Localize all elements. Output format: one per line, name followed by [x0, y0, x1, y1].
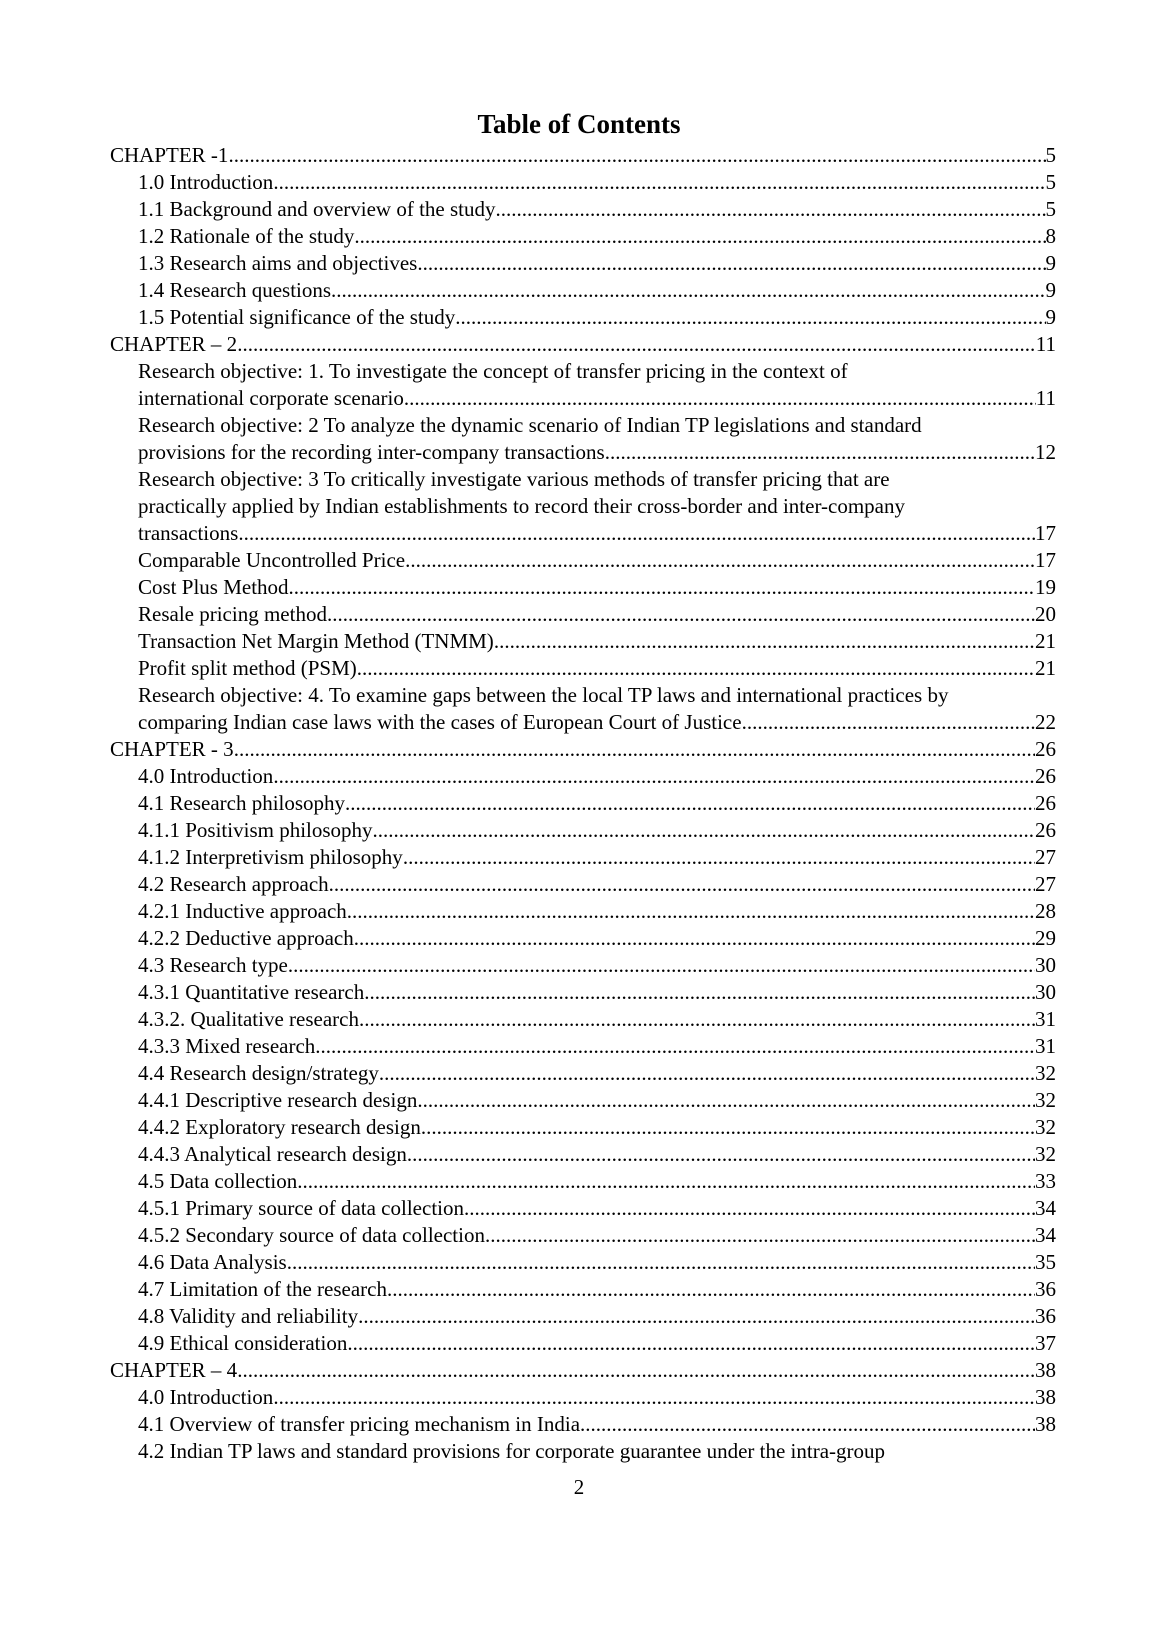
toc-entry-page: 9 — [1045, 251, 1056, 275]
toc-entry-page: 26 — [1035, 818, 1056, 842]
toc-entry[interactable] — [110, 1249, 1056, 1276]
dot-leader — [485, 1222, 1035, 1249]
toc-entry-chapter-2[interactable] — [110, 331, 1056, 358]
dot-leader — [417, 1087, 1035, 1114]
toc-entry-page: 32 — [1035, 1142, 1056, 1166]
dot-leader — [347, 898, 1035, 925]
toc-entry-page: 28 — [1035, 899, 1056, 923]
toc-entry-title: 4.1 Research philosophy — [138, 791, 346, 815]
toc-entry-page: 9 — [1045, 278, 1056, 302]
toc-entry-title: 1.4 Research questions — [138, 278, 332, 302]
toc-entry[interactable] — [110, 1168, 1056, 1195]
toc-entry-page: 5 — [1045, 197, 1056, 221]
toc-entry-title: 4.3.3 Mixed research — [138, 1034, 316, 1058]
toc-entry-title: international corporate scenario — [138, 386, 404, 410]
dot-leader — [379, 1060, 1035, 1087]
dot-leader — [329, 871, 1035, 898]
toc-entry[interactable] — [110, 601, 1056, 628]
dot-leader — [327, 601, 1035, 628]
toc-entry-page: 27 — [1035, 872, 1056, 896]
toc-entry-page: 38 — [1035, 1385, 1056, 1409]
dot-leader — [273, 169, 1045, 196]
toc-entry[interactable] — [110, 304, 1056, 331]
dot-leader — [273, 763, 1035, 790]
toc-entry-chapter-1[interactable] — [110, 142, 1056, 169]
toc-entry-page: 17 — [1035, 521, 1056, 545]
toc-entry-title: comparing Indian case laws with the cases of European Court of Justice — [138, 710, 742, 734]
toc-entry-title: 4.3 Research type — [138, 953, 288, 977]
toc-entry-title: 1.1 Background and overview of the study — [138, 197, 496, 221]
toc-entry-page: 21 — [1035, 656, 1056, 680]
toc-entry-page: 21 — [1035, 629, 1056, 653]
toc-entry[interactable] — [110, 250, 1056, 277]
toc-entry-page: 38 — [1035, 1358, 1056, 1382]
dot-leader — [228, 142, 1045, 169]
toc-entry-page: 17 — [1035, 548, 1056, 572]
dot-leader — [331, 277, 1045, 304]
toc-entry-title: 4.9 Ethical consideration — [138, 1331, 348, 1355]
toc-entry[interactable] — [110, 952, 1056, 979]
toc-entry-page: 34 — [1035, 1223, 1056, 1247]
toc-entry-line[interactable]: Research objective: 2 To analyze the dynamic scenario of Indian TP legislations and standard — [138, 413, 922, 437]
dot-leader — [387, 1276, 1035, 1303]
dot-leader — [273, 1384, 1035, 1411]
toc-entry-page: 26 — [1035, 737, 1056, 761]
toc-entry-line[interactable]: Research objective: 1. To investigate the concept of transfer pricing in the context of — [138, 359, 848, 383]
toc-entry-title: 4.2.2 Deductive approach — [138, 926, 354, 950]
dot-leader — [404, 385, 1036, 412]
dot-leader — [403, 844, 1035, 871]
toc-entry-title: 4.1.2 Interpretivism philosophy — [138, 845, 403, 869]
toc-entry[interactable] — [110, 574, 1056, 601]
toc-entry-title: provisions for the recording inter-company transactions — [138, 440, 605, 464]
dot-leader — [494, 628, 1035, 655]
dot-leader — [345, 790, 1035, 817]
toc-entry[interactable] — [110, 385, 1056, 412]
toc-entry[interactable] — [110, 196, 1056, 223]
toc-entry-title: 4.0 Introduction — [138, 764, 274, 788]
dot-leader — [417, 250, 1045, 277]
toc-entry[interactable] — [110, 763, 1056, 790]
toc-entry-page: 34 — [1035, 1196, 1056, 1220]
dot-leader — [359, 1006, 1035, 1033]
dot-leader — [297, 1168, 1035, 1195]
toc-entry-page: 11 — [1035, 386, 1056, 410]
toc-entry-title: 4.7 Limitation of the research — [138, 1277, 387, 1301]
dot-leader — [237, 331, 1036, 358]
dot-leader — [347, 1330, 1035, 1357]
dot-leader — [605, 439, 1035, 466]
dot-leader — [358, 1303, 1035, 1330]
toc-entry-title: 4.5 Data collection — [138, 1169, 298, 1193]
toc-entry-page: 37 — [1035, 1331, 1056, 1355]
toc-entry-page: 33 — [1035, 1169, 1056, 1193]
dot-leader — [315, 1033, 1035, 1060]
toc-entry-page: 26 — [1035, 791, 1056, 815]
toc-entry-title: 4.4.2 Exploratory research design — [138, 1115, 421, 1139]
dot-leader — [289, 574, 1035, 601]
toc-entry-title: transactions — [138, 521, 239, 545]
toc-entry[interactable] — [110, 439, 1056, 466]
toc-entry[interactable] — [110, 844, 1056, 871]
toc-entry-title: CHAPTER -1 — [110, 143, 229, 167]
toc-entry-title: Comparable Uncontrolled Price — [138, 548, 406, 572]
toc-entry[interactable] — [110, 1195, 1056, 1222]
toc-heading: Table of Contents — [477, 109, 681, 139]
toc-entry-page: 12 — [1035, 440, 1056, 464]
toc-entry-page: 26 — [1035, 764, 1056, 788]
toc-entry-title: CHAPTER – 2 — [110, 332, 238, 356]
toc-entry-chapter-3[interactable] — [110, 736, 1056, 763]
toc-entry[interactable] — [110, 1114, 1056, 1141]
toc-entry-title: 4.5.2 Secondary source of data collection — [138, 1223, 485, 1247]
toc-entry-title: CHAPTER - 3 — [110, 737, 234, 761]
toc-entry-page: 5 — [1045, 170, 1056, 194]
toc-entry-title: Resale pricing method — [138, 602, 327, 626]
toc-entry[interactable] — [110, 547, 1056, 574]
toc-entry[interactable] — [110, 1060, 1056, 1087]
dot-leader — [580, 1411, 1035, 1438]
toc-entry[interactable] — [110, 1411, 1056, 1438]
toc-entry[interactable] — [110, 1006, 1056, 1033]
toc-entry[interactable] — [110, 709, 1056, 736]
toc-entry[interactable] — [110, 790, 1056, 817]
page-number: 2 — [573, 1475, 585, 1499]
toc-entry-page: 5 — [1045, 143, 1056, 167]
toc-entry-title: 4.2 Research approach — [138, 872, 329, 896]
toc-entry-page: 27 — [1035, 845, 1056, 869]
dot-leader — [742, 709, 1035, 736]
toc-entry-page: 9 — [1045, 305, 1056, 329]
dot-leader — [464, 1195, 1035, 1222]
toc-entry-title: 4.5.1 Primary source of data collection — [138, 1196, 464, 1220]
toc-entry-title: Profit split method (PSM) — [138, 656, 357, 680]
toc-entry[interactable] — [110, 1276, 1056, 1303]
dot-leader — [373, 817, 1035, 844]
toc-entry-page: 11 — [1035, 332, 1056, 356]
toc-entry[interactable] — [110, 1222, 1056, 1249]
dot-leader — [407, 1141, 1035, 1168]
toc-entry-page: 36 — [1035, 1304, 1056, 1328]
toc-entry-title: Transaction Net Margin Method (TNMM) — [138, 629, 494, 653]
dot-leader — [496, 196, 1046, 223]
toc-entry-title: 4.4.1 Descriptive research design — [138, 1088, 418, 1112]
toc-entry[interactable] — [110, 871, 1056, 898]
toc-entry-page: 38 — [1035, 1412, 1056, 1436]
dot-leader — [421, 1114, 1035, 1141]
dot-leader — [364, 979, 1035, 1006]
dot-leader — [455, 304, 1045, 331]
toc-entry[interactable] — [110, 817, 1056, 844]
table-of-contents — [110, 142, 1056, 1465]
toc-entry-line[interactable]: Research objective: 4. To examine gaps between the local TP laws and international practices by — [138, 683, 949, 707]
toc-entry-page: 32 — [1035, 1088, 1056, 1112]
toc-entry-title: 4.0 Introduction — [138, 1385, 274, 1409]
dot-leader — [237, 1357, 1035, 1384]
toc-entry[interactable] — [110, 520, 1056, 547]
toc-entry-line[interactable]: practically applied by Indian establishments to record their cross-border and inter-company — [138, 494, 905, 518]
toc-entry-page: 32 — [1035, 1061, 1056, 1085]
toc-entry-page: 8 — [1045, 224, 1056, 248]
toc-entry-title: 1.3 Research aims and objectives — [138, 251, 418, 275]
toc-entry-page: 35 — [1035, 1250, 1056, 1274]
dot-leader — [287, 1249, 1035, 1276]
toc-entry-line[interactable]: 4.2 Indian TP laws and standard provisions for corporate guarantee under the intra-group — [138, 1439, 886, 1463]
toc-entry-title: 4.3.1 Quantitative research — [138, 980, 365, 1004]
toc-entry[interactable] — [110, 1330, 1056, 1357]
toc-entry[interactable] — [110, 628, 1056, 655]
toc-entry[interactable] — [110, 979, 1056, 1006]
toc-entry-title: 4.8 Validity and reliability — [138, 1304, 359, 1328]
toc-entry[interactable] — [110, 1384, 1056, 1411]
toc-entry-page: 22 — [1035, 710, 1056, 734]
toc-entry-page: 36 — [1035, 1277, 1056, 1301]
toc-entry[interactable] — [110, 655, 1056, 682]
toc-entry[interactable] — [110, 277, 1056, 304]
dot-leader — [288, 952, 1035, 979]
dot-leader — [354, 223, 1045, 250]
dot-leader — [405, 547, 1035, 574]
toc-entry-title: 4.4 Research design/strategy — [138, 1061, 379, 1085]
toc-entry-title: 1.0 Introduction — [138, 170, 274, 194]
toc-entry[interactable] — [110, 898, 1056, 925]
toc-entry-title: 1.5 Potential significance of the study — [138, 305, 456, 329]
toc-entry[interactable] — [110, 1141, 1056, 1168]
dot-leader — [357, 655, 1035, 682]
toc-entry-title: 4.4.3 Analytical research design — [138, 1142, 407, 1166]
toc-entry-title: 4.1 Overview of transfer pricing mechanism in India — [138, 1412, 581, 1436]
toc-entry-chapter-4[interactable] — [110, 1357, 1056, 1384]
toc-entry-title: 4.6 Data Analysis — [138, 1250, 287, 1274]
toc-entry[interactable] — [110, 223, 1056, 250]
toc-entry-page: 31 — [1035, 1007, 1056, 1031]
toc-entry-title: 4.2.1 Inductive approach — [138, 899, 347, 923]
toc-entry-page: 29 — [1035, 926, 1056, 950]
toc-entry-title: 1.2 Rationale of the study — [138, 224, 355, 248]
toc-entry-title: 4.1.1 Positivism philosophy — [138, 818, 373, 842]
toc-entry-page: 20 — [1035, 602, 1056, 626]
toc-entry-page: 30 — [1035, 953, 1056, 977]
toc-entry-line[interactable]: Research objective: 3 To critically investigate various methods of transfer pricing that are — [138, 467, 890, 491]
toc-entry[interactable] — [110, 925, 1056, 952]
toc-entry-page: 30 — [1035, 980, 1056, 1004]
toc-entry-page: 19 — [1035, 575, 1056, 599]
dot-leader — [234, 736, 1035, 763]
toc-entry-page: 32 — [1035, 1115, 1056, 1139]
dot-leader — [354, 925, 1035, 952]
toc-entry[interactable] — [110, 1087, 1056, 1114]
toc-entry[interactable] — [110, 169, 1056, 196]
toc-entry-title: Cost Plus Method — [138, 575, 289, 599]
dot-leader — [238, 520, 1035, 547]
toc-entry-page: 31 — [1035, 1034, 1056, 1058]
toc-entry-title: CHAPTER – 4 — [110, 1358, 238, 1382]
toc-entry[interactable] — [110, 1303, 1056, 1330]
toc-entry[interactable] — [110, 1033, 1056, 1060]
toc-entry-title: 4.3.2. Qualitative research — [138, 1007, 359, 1031]
